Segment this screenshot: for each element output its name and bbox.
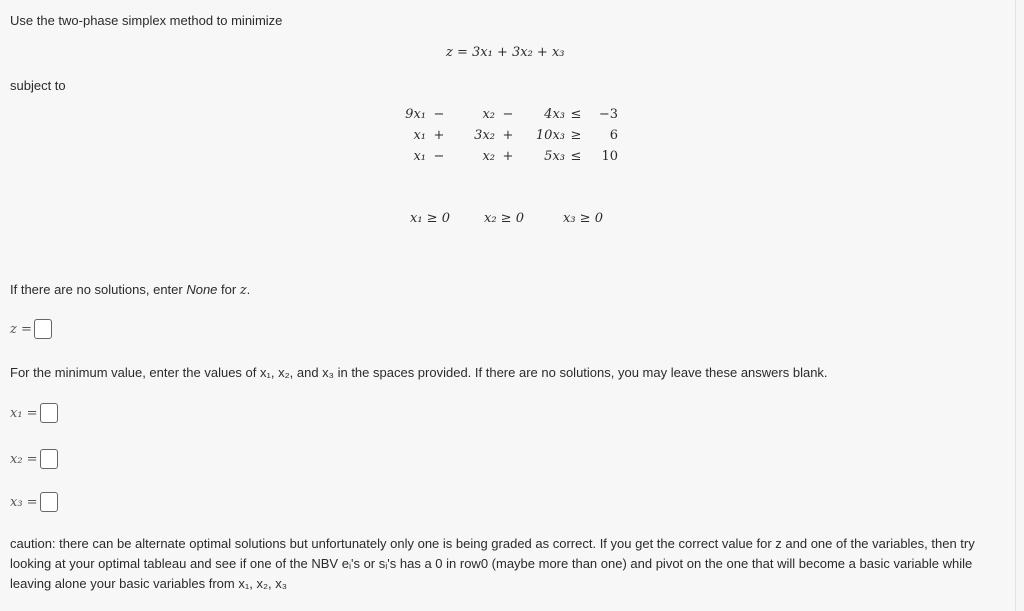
z-answer-input[interactable]	[34, 319, 52, 339]
x1-answer-input[interactable]	[40, 403, 58, 423]
constraint-3-term-3: 5x₃	[544, 149, 565, 164]
constraint-3-relation: ≤	[570, 149, 582, 164]
constraint-1-rhs: −3	[598, 107, 618, 122]
subject-to-text: subject to	[10, 78, 66, 93]
constraint-1-term-1: 9x₁	[405, 107, 426, 122]
no-solution-var: z	[239, 283, 247, 298]
x2-answer-label: x₂ =	[10, 451, 38, 467]
intro-text: Use the two-phase simplex method to minimize	[10, 13, 283, 28]
no-solution-before: If there are no solutions, enter	[10, 282, 187, 297]
objective-function: z = 3x₁ + 3x₂ + x₃	[446, 45, 565, 60]
x3-answer-row	[10, 492, 58, 512]
x2-answer-input[interactable]	[40, 449, 58, 469]
constraint-1-relation: ≤	[570, 107, 582, 122]
none-word: None	[186, 282, 218, 297]
x3-answer-input[interactable]	[40, 492, 58, 512]
x2-answer-row	[10, 449, 58, 469]
z-answer-row	[10, 319, 52, 339]
no-solution-after: .	[246, 282, 251, 297]
x3-answer-label: x₃ =	[10, 494, 38, 510]
min-values-note: For the minimum value, enter the values of x₁, x₂, and x₃ in the spaces provided. If there are no solutions, you may leave these answers blank.	[10, 365, 828, 380]
constraint-1-op-2: −	[502, 107, 514, 122]
constraint-3-op-2: +	[502, 149, 514, 164]
constraint-1-term-3: 4x₃	[544, 107, 565, 122]
z-answer-label: z =	[10, 321, 32, 337]
caution-text: caution: there can be alternate optimal solutions but unfortunately only one is being graded as correct. If you get the correct value for z and one of the variables, then try looking at your optimal tableau and see if one of the NBV eᵢ's or sᵢ's has a 0 in row0 (maybe more than one) and pivot on the one that will become a basic variable while leaving alone your basic variables from x₁, x₂, x₃	[10, 536, 975, 591]
constraint-1-term-2: x₂	[482, 107, 495, 122]
constraint-3-rhs: 10	[601, 149, 618, 164]
constraint-2-rhs: 6	[609, 128, 618, 143]
constraint-3-op-1: −	[433, 149, 445, 164]
constraint-2-op-1: +	[433, 128, 445, 143]
constraint-2-term-3: 10x₃	[535, 128, 565, 143]
constraint-2-relation: ≥	[570, 128, 582, 143]
constraint-1-op-1: −	[433, 107, 445, 122]
constraint-2-op-2: +	[502, 128, 514, 143]
nonneg-x1: x₁ ≥ 0	[410, 211, 450, 226]
constraint-3-term-1: x₁	[413, 149, 426, 164]
nonneg-x3: x₃ ≥ 0	[563, 211, 603, 226]
no-solution-note	[10, 282, 250, 299]
no-solution-middle: for	[217, 282, 240, 297]
x1-answer-row	[10, 403, 58, 423]
constraint-2-term-1: x₁	[413, 128, 426, 143]
constraint-3-term-2: x₂	[482, 149, 495, 164]
x1-answer-label: x₁ =	[10, 405, 38, 421]
nonneg-x2: x₂ ≥ 0	[484, 211, 524, 226]
constraint-2-term-2: 3x₂	[474, 128, 495, 143]
